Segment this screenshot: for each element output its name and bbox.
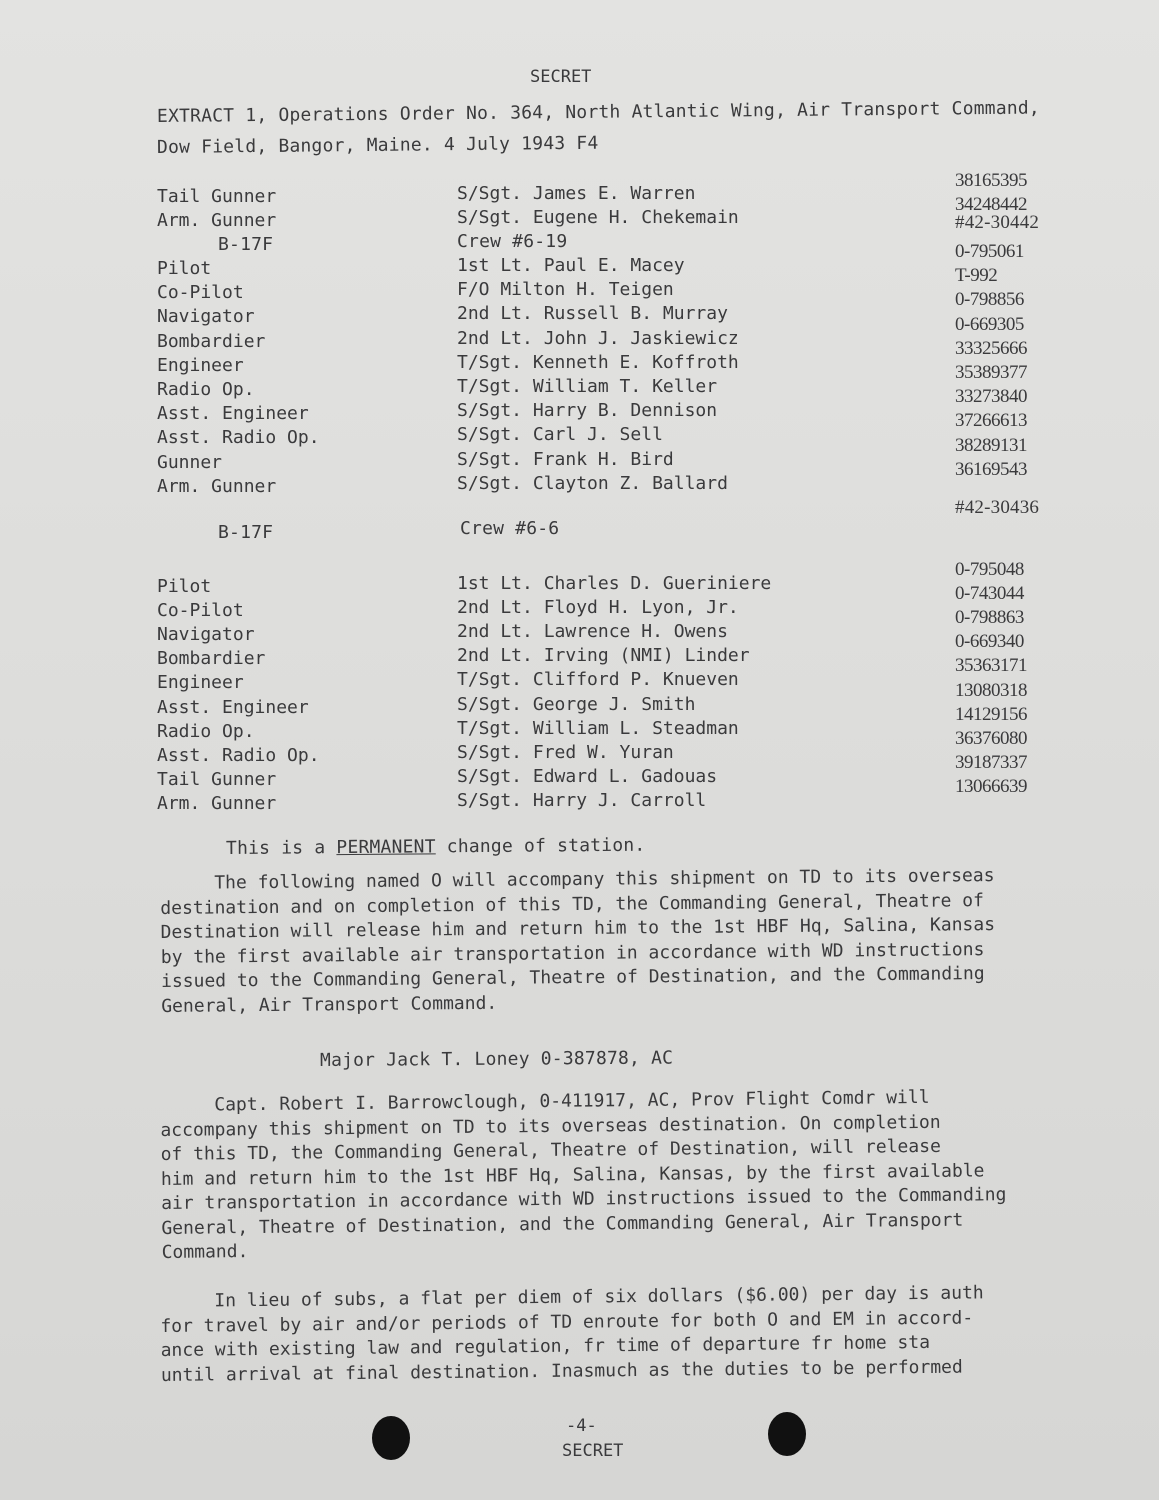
punch-hole-right (768, 1412, 806, 1456)
crew-number: T-992 (955, 265, 998, 287)
paragraph-line: until arrival at final destination. Inasmuch as the duties to be performed (160, 1356, 963, 1386)
crew-role: Pilot (157, 576, 212, 597)
crew-number: 14129156 (955, 703, 1027, 725)
crew-role: Co-Pilot (157, 282, 244, 304)
crew-designation: Crew #6-19 (457, 231, 568, 252)
crew-role: Engineer (157, 354, 244, 376)
paragraph-line: air transportation in accordance with WD instructions issued to the Commanding (161, 1184, 1007, 1214)
crew-number: 35389377 (955, 362, 1027, 383)
crew-name: S/Sgt. Fred W. Yuran (457, 741, 674, 763)
crew-number: 36376080 (955, 727, 1027, 749)
crew-role: Navigator (157, 306, 255, 328)
crew-number: 13080318 (955, 679, 1027, 701)
crew-name: S/Sgt. Harry B. Dennison (457, 400, 718, 422)
paragraph-line: accompany this shipment on TD to its overseas destination. On completion (160, 1111, 941, 1141)
extract-line-2: Dow Field, Bangor, Maine. 4 July 1943 F4 (156, 132, 599, 158)
crew-name: 1st Lt. Paul E. Macey (457, 255, 685, 276)
crew-number: 38289131 (955, 434, 1027, 456)
paragraph-line: Capt. Robert I. Barrowclough, 0-411917, AC, Prov Flight Comdr will (160, 1086, 930, 1116)
crew-name: S/Sgt. Eugene H. Chekemain (457, 207, 739, 228)
crew-role: Asst. Radio Op. (157, 744, 320, 766)
paragraph-line: destination and on completion of this TD, the Commanding General, Theatre of (160, 889, 985, 919)
crew-name: F/O Milton H. Teigen (457, 279, 674, 301)
crew-number: 0-795048 (955, 559, 1024, 580)
crew-role: Arm. Gunner (157, 475, 277, 497)
permanent-change-line (226, 835, 646, 860)
crew-number: 37266613 (955, 410, 1027, 432)
paragraph-line: of this TD, the Commanding General, Theatre of Destination, will release (160, 1135, 941, 1165)
paragraph-per-diem (160, 1280, 1101, 1388)
crew-number: 38165395 (955, 170, 1027, 191)
permanent-emphasis: PERMANENT (336, 836, 436, 859)
crew-number: 39187337 (955, 751, 1027, 773)
permanent-prefix: This is a (225, 837, 337, 859)
paragraph-line: In lieu of subs, a flat per diem of six dollars ($6.00) per day is auth (160, 1282, 984, 1312)
crew-role: Arm. Gunner (157, 792, 277, 814)
punch-hole-left (372, 1416, 410, 1460)
paragraph-line: General, Air Transport Command. (161, 992, 498, 1017)
paragraph-flight-commander (160, 1084, 1102, 1265)
classification-top: SECRET (530, 67, 592, 87)
crew-role: Asst. Engineer (157, 696, 309, 718)
paragraph-release-o (160, 863, 1101, 1019)
crew-designation: Crew #6-6 (460, 518, 560, 539)
crew-role: Tail Gunner (157, 768, 277, 790)
paragraph-line: Command. (161, 1241, 249, 1263)
crew-role: Co-Pilot (157, 600, 244, 622)
aircraft-serial: #42-30436 (955, 497, 1040, 518)
permanent-suffix: change of station. (435, 834, 646, 858)
paragraph-line: for travel by air and/or periods of TD enroute for both O and EM in accord- (160, 1306, 974, 1337)
crew-name: S/Sgt. Harry J. Carroll (457, 789, 707, 811)
crew-role: Bombardier (157, 648, 266, 670)
crew-name: T/Sgt. Kenneth E. Koffroth (457, 351, 739, 373)
crew-number: 0-798856 (955, 289, 1024, 311)
paragraph-line: issued to the Commanding General, Theatre of Destination, and the Commanding (160, 963, 985, 992)
crew-number: 0-798863 (955, 607, 1024, 629)
crew-name: S/Sgt. Frank H. Bird (457, 448, 674, 470)
crew-number: 35363171 (955, 655, 1027, 677)
crew-name: 2nd Lt. John J. Jaskiewicz (457, 327, 739, 349)
paragraph-line: General, Theatre of Destination, and the Commanding General, Air Transport (161, 1209, 964, 1239)
crew-role: Bombardier (157, 330, 266, 352)
crew-name: 1st Lt. Charles D. Gueriniere (457, 573, 772, 594)
crew-name: S/Sgt. Edward L. Gadouas (457, 765, 718, 787)
paragraph-line: by the first available air transportation in accordance with WD instructions (160, 938, 985, 968)
crew-name: S/Sgt. James E. Warren (457, 183, 696, 204)
crew-role: Navigator (157, 624, 255, 646)
officer-line: Major Jack T. Loney 0-387878, AC (319, 1047, 674, 1071)
paragraph-line: The following named O will accompany this shipment on TD to its overseas (160, 864, 995, 894)
crew-number: 33325666 (955, 337, 1027, 359)
crew-number: 0-795061 (955, 241, 1024, 262)
crew-name: 2nd Lt. Lawrence H. Owens (457, 621, 728, 643)
aircraft-type: B-17F (218, 522, 274, 543)
crew-number: 36169543 (955, 458, 1027, 480)
crew-name: 2nd Lt. Irving (NMI) Linder (457, 645, 750, 667)
crew-name: 2nd Lt. Russell B. Murray (457, 303, 728, 325)
crew-number: 0-669305 (955, 313, 1024, 335)
crew-name: 2nd Lt. Floyd H. Lyon, Jr. (457, 597, 739, 619)
crew-role: Pilot (157, 258, 212, 279)
crew-role: Asst. Engineer (157, 403, 309, 425)
crew-number: 0-669340 (955, 631, 1024, 653)
crew-name: T/Sgt. Clifford P. Knueven (457, 669, 739, 691)
crew-name: T/Sgt. William L. Steadman (457, 717, 739, 739)
crew-name: S/Sgt. Carl J. Sell (457, 424, 663, 446)
crew-role: Arm. Gunner (157, 210, 277, 231)
crew-role: Engineer (157, 672, 244, 694)
crew-number: 33273840 (955, 386, 1027, 408)
crew-role: Tail Gunner (157, 186, 277, 207)
aircraft-serial: #42-30442 (955, 212, 1040, 233)
crew-number: 13066639 (955, 775, 1027, 797)
page-number: -4- (566, 1416, 597, 1436)
crew-role: Radio Op. (157, 720, 255, 742)
classification-bottom: SECRET (562, 1441, 624, 1461)
crew-name: S/Sgt. Clayton Z. Ballard (457, 472, 728, 494)
crew-role: Radio Op. (157, 379, 255, 400)
crew-number: 0-743044 (955, 583, 1024, 605)
paragraph-line: him and return him to the 1st HBF Hq, Salina, Kansas, by the first available (160, 1159, 985, 1190)
crew-number: 34248442 (955, 194, 1027, 215)
aircraft-type: B-17F (218, 234, 274, 255)
extract-line-1: EXTRACT 1, Operations Order No. 364, North Atlantic Wing, Air Transport Command, (156, 97, 1041, 127)
crew-role: Gunner (157, 451, 223, 473)
crew-role: Asst. Radio Op. (157, 427, 320, 449)
crew-name: T/Sgt. William T. Keller (457, 376, 718, 397)
crew-name: S/Sgt. George J. Smith (457, 693, 696, 715)
paragraph-line: ance with existing law and regulation, fr time of departure fr home sta (160, 1331, 931, 1361)
paragraph-line: Destination will release him and return him to the 1st HBF Hq, Salina, Kansas (160, 913, 996, 943)
